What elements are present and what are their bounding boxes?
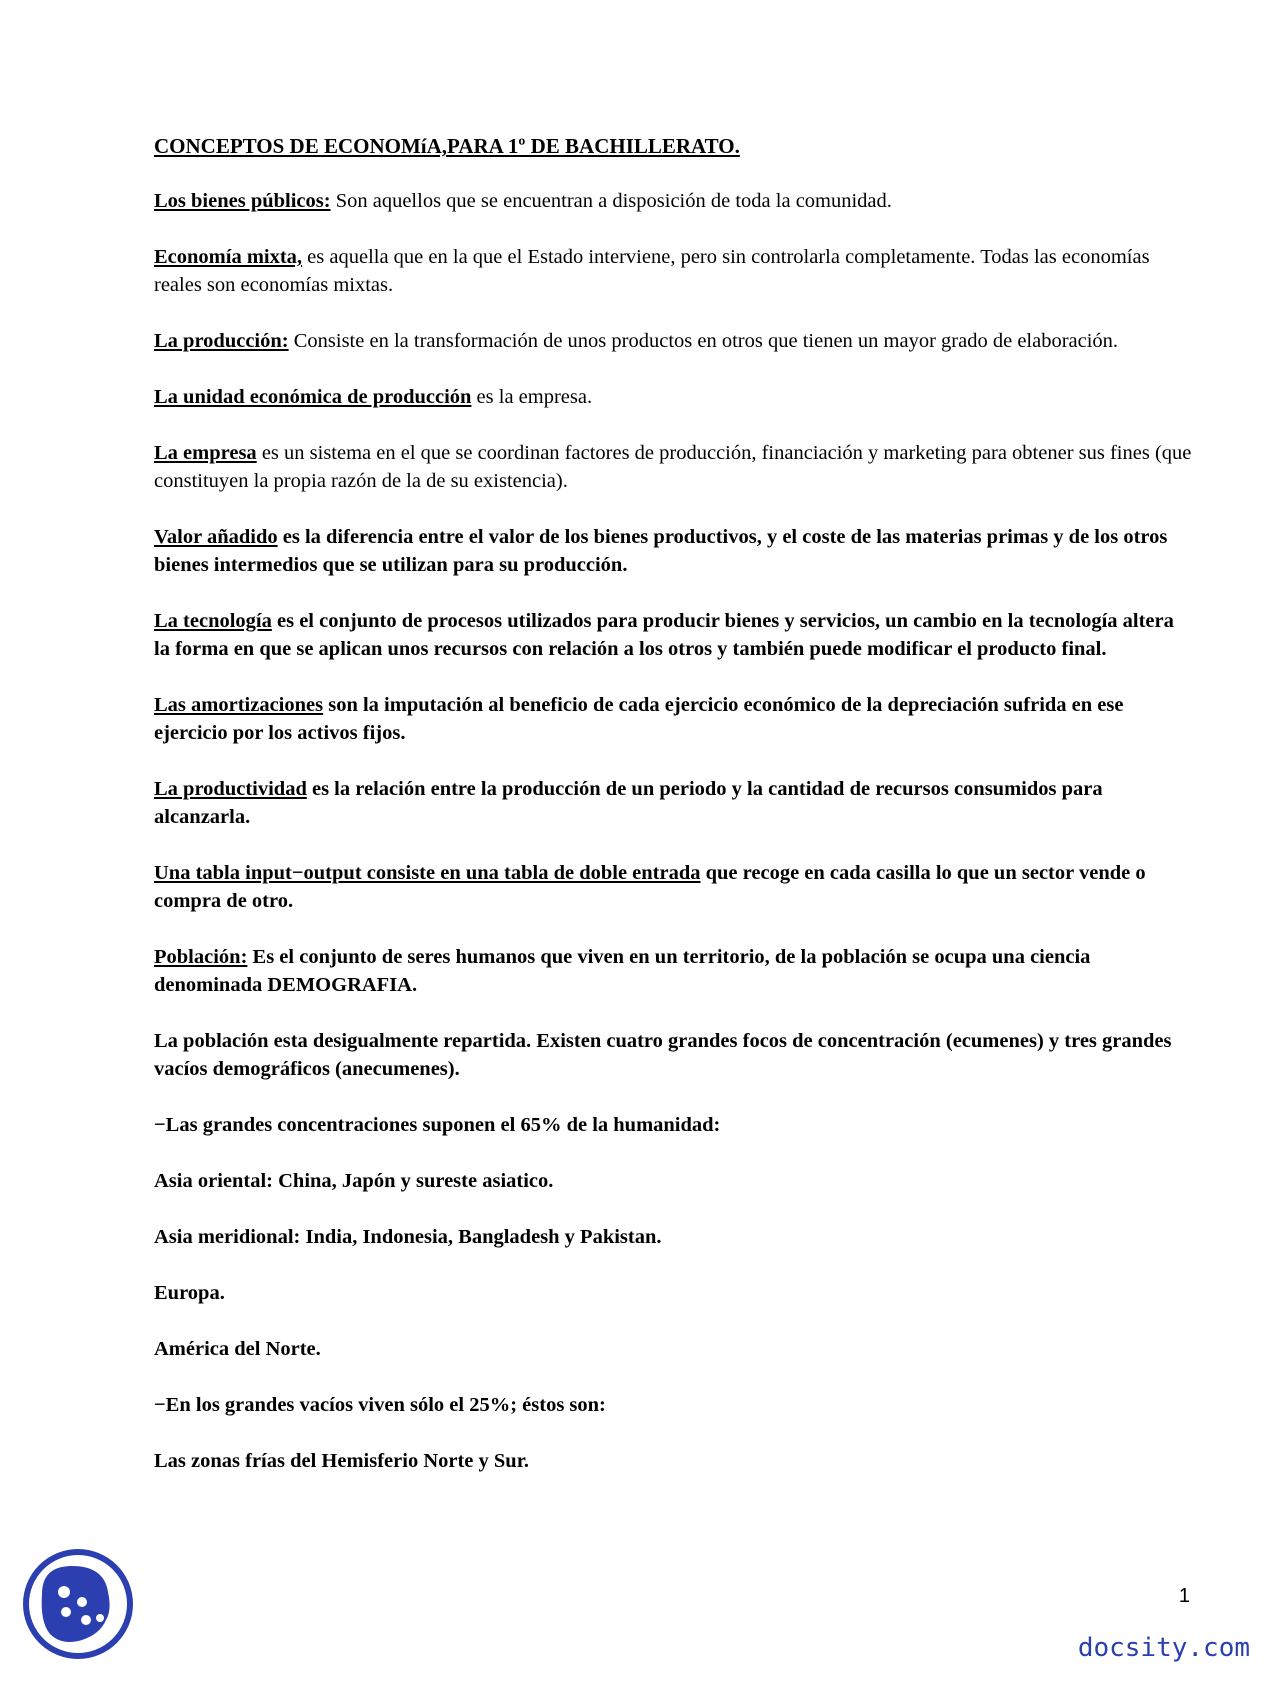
- paragraph-valor-anadido: [154, 523, 1194, 579]
- paragraph-produccion: [154, 327, 1194, 355]
- term: La unidad económica de producción: [154, 386, 472, 408]
- term: La productividad: [154, 778, 307, 800]
- paragraph-concentraciones: −Las grandes concentraciones suponen el 65% de la humanidad:: [154, 1114, 721, 1136]
- paragraph-productividad: [154, 775, 1194, 831]
- paragraph-tabla-input-output: [154, 859, 1194, 915]
- term: Economía mixta,: [154, 246, 303, 268]
- paragraph-bienes-publicos: [154, 187, 1194, 215]
- paragraph-empresa: [154, 439, 1194, 495]
- definition: es un sistema en el que se coordinan factores de producción, financiación y marketing para obtener sus fines (que constituyen la propia razón de la de su existencia).: [154, 442, 1192, 492]
- term: Los bienes públicos:: [154, 190, 331, 212]
- line-zonas-frias: Las zonas frías del Hemisferio Norte y Sur.: [154, 1450, 530, 1472]
- docsity-logo-icon: [22, 1548, 134, 1660]
- definition: es aquella que en la que el Estado interviene, pero sin controlarla completamente. Todas las economías reales son economías mixtas.: [154, 246, 1150, 296]
- term: Las amortizaciones: [154, 694, 324, 716]
- definition: son la imputación al beneficio de cada ejercicio económico de la depreciación sufrida en ese ejercicio por los activos fijos.: [154, 694, 1124, 744]
- definition: es la empresa.: [471, 386, 593, 408]
- line-asia-meridional: Asia meridional: India, Indonesia, Bangladesh y Pakistan.: [154, 1226, 662, 1248]
- term: Población:: [154, 946, 248, 968]
- definition: Es el conjunto de seres humanos que viven en un territorio, de la población se ocupa una ciencia denominada DEMOGRAFIA.: [154, 946, 1091, 996]
- definition: es la relación entre la producción de un periodo y la cantidad de recursos consumidos para alcanzarla.: [154, 778, 1103, 828]
- term: La producción:: [154, 330, 289, 352]
- line-asia-oriental: Asia oriental: China, Japón y sureste asiatico.: [154, 1170, 554, 1192]
- definition: es el conjunto de procesos utilizados para producir bienes y servicios, un cambio en la tecnología altera la forma en que se aplican unos recursos con relación a los otros y también puede modificar el producto final.: [154, 610, 1174, 660]
- document-title: CONCEPTOS DE ECONOMíA,PARA 1º DE BACHILLERATO.: [154, 134, 740, 158]
- term: La tecnología: [154, 610, 272, 632]
- docsity-link[interactable]: docsity.com: [1077, 1633, 1250, 1663]
- line-europa: Europa.: [154, 1282, 225, 1304]
- paragraph-poblacion: [154, 943, 1194, 999]
- paragraph-unidad-economica: [154, 383, 1194, 411]
- term: Valor añadido: [154, 526, 278, 548]
- paragraph-economia-mixta: [154, 243, 1194, 299]
- term: Una tabla input−output consiste en una tabla de doble entrada: [154, 862, 701, 884]
- line-america-norte: América del Norte.: [154, 1338, 321, 1360]
- document-body: [154, 132, 1194, 1503]
- paragraph-amortizaciones: [154, 691, 1194, 747]
- definition: es la diferencia entre el valor de los bienes productivos, y el coste de las materias primas y de los otros bienes intermedios que se utilizan para su producción.: [154, 526, 1168, 576]
- paragraph-vacios: −En los grandes vacíos viven sólo el 25%; éstos son:: [154, 1394, 606, 1416]
- definition: que recoge en cada casilla lo que un sector vende o compra de otro.: [154, 862, 1146, 912]
- term: La empresa: [154, 442, 257, 464]
- paragraph-tecnologia: [154, 607, 1194, 663]
- definition: Son aquellos que se encuentran a disposición de toda la comunidad.: [330, 190, 892, 212]
- definition: Consiste en la transformación de unos productos en otros que tienen un mayor grado de elaboración.: [288, 330, 1119, 352]
- paragraph-poblacion-reparto: La población esta desigualmente repartida. Existen cuatro grandes focos de concentración (ecumenes) y tres grandes vacíos demográficos (anecumenes).: [154, 1030, 1172, 1080]
- page-number: 1: [1178, 1585, 1190, 1607]
